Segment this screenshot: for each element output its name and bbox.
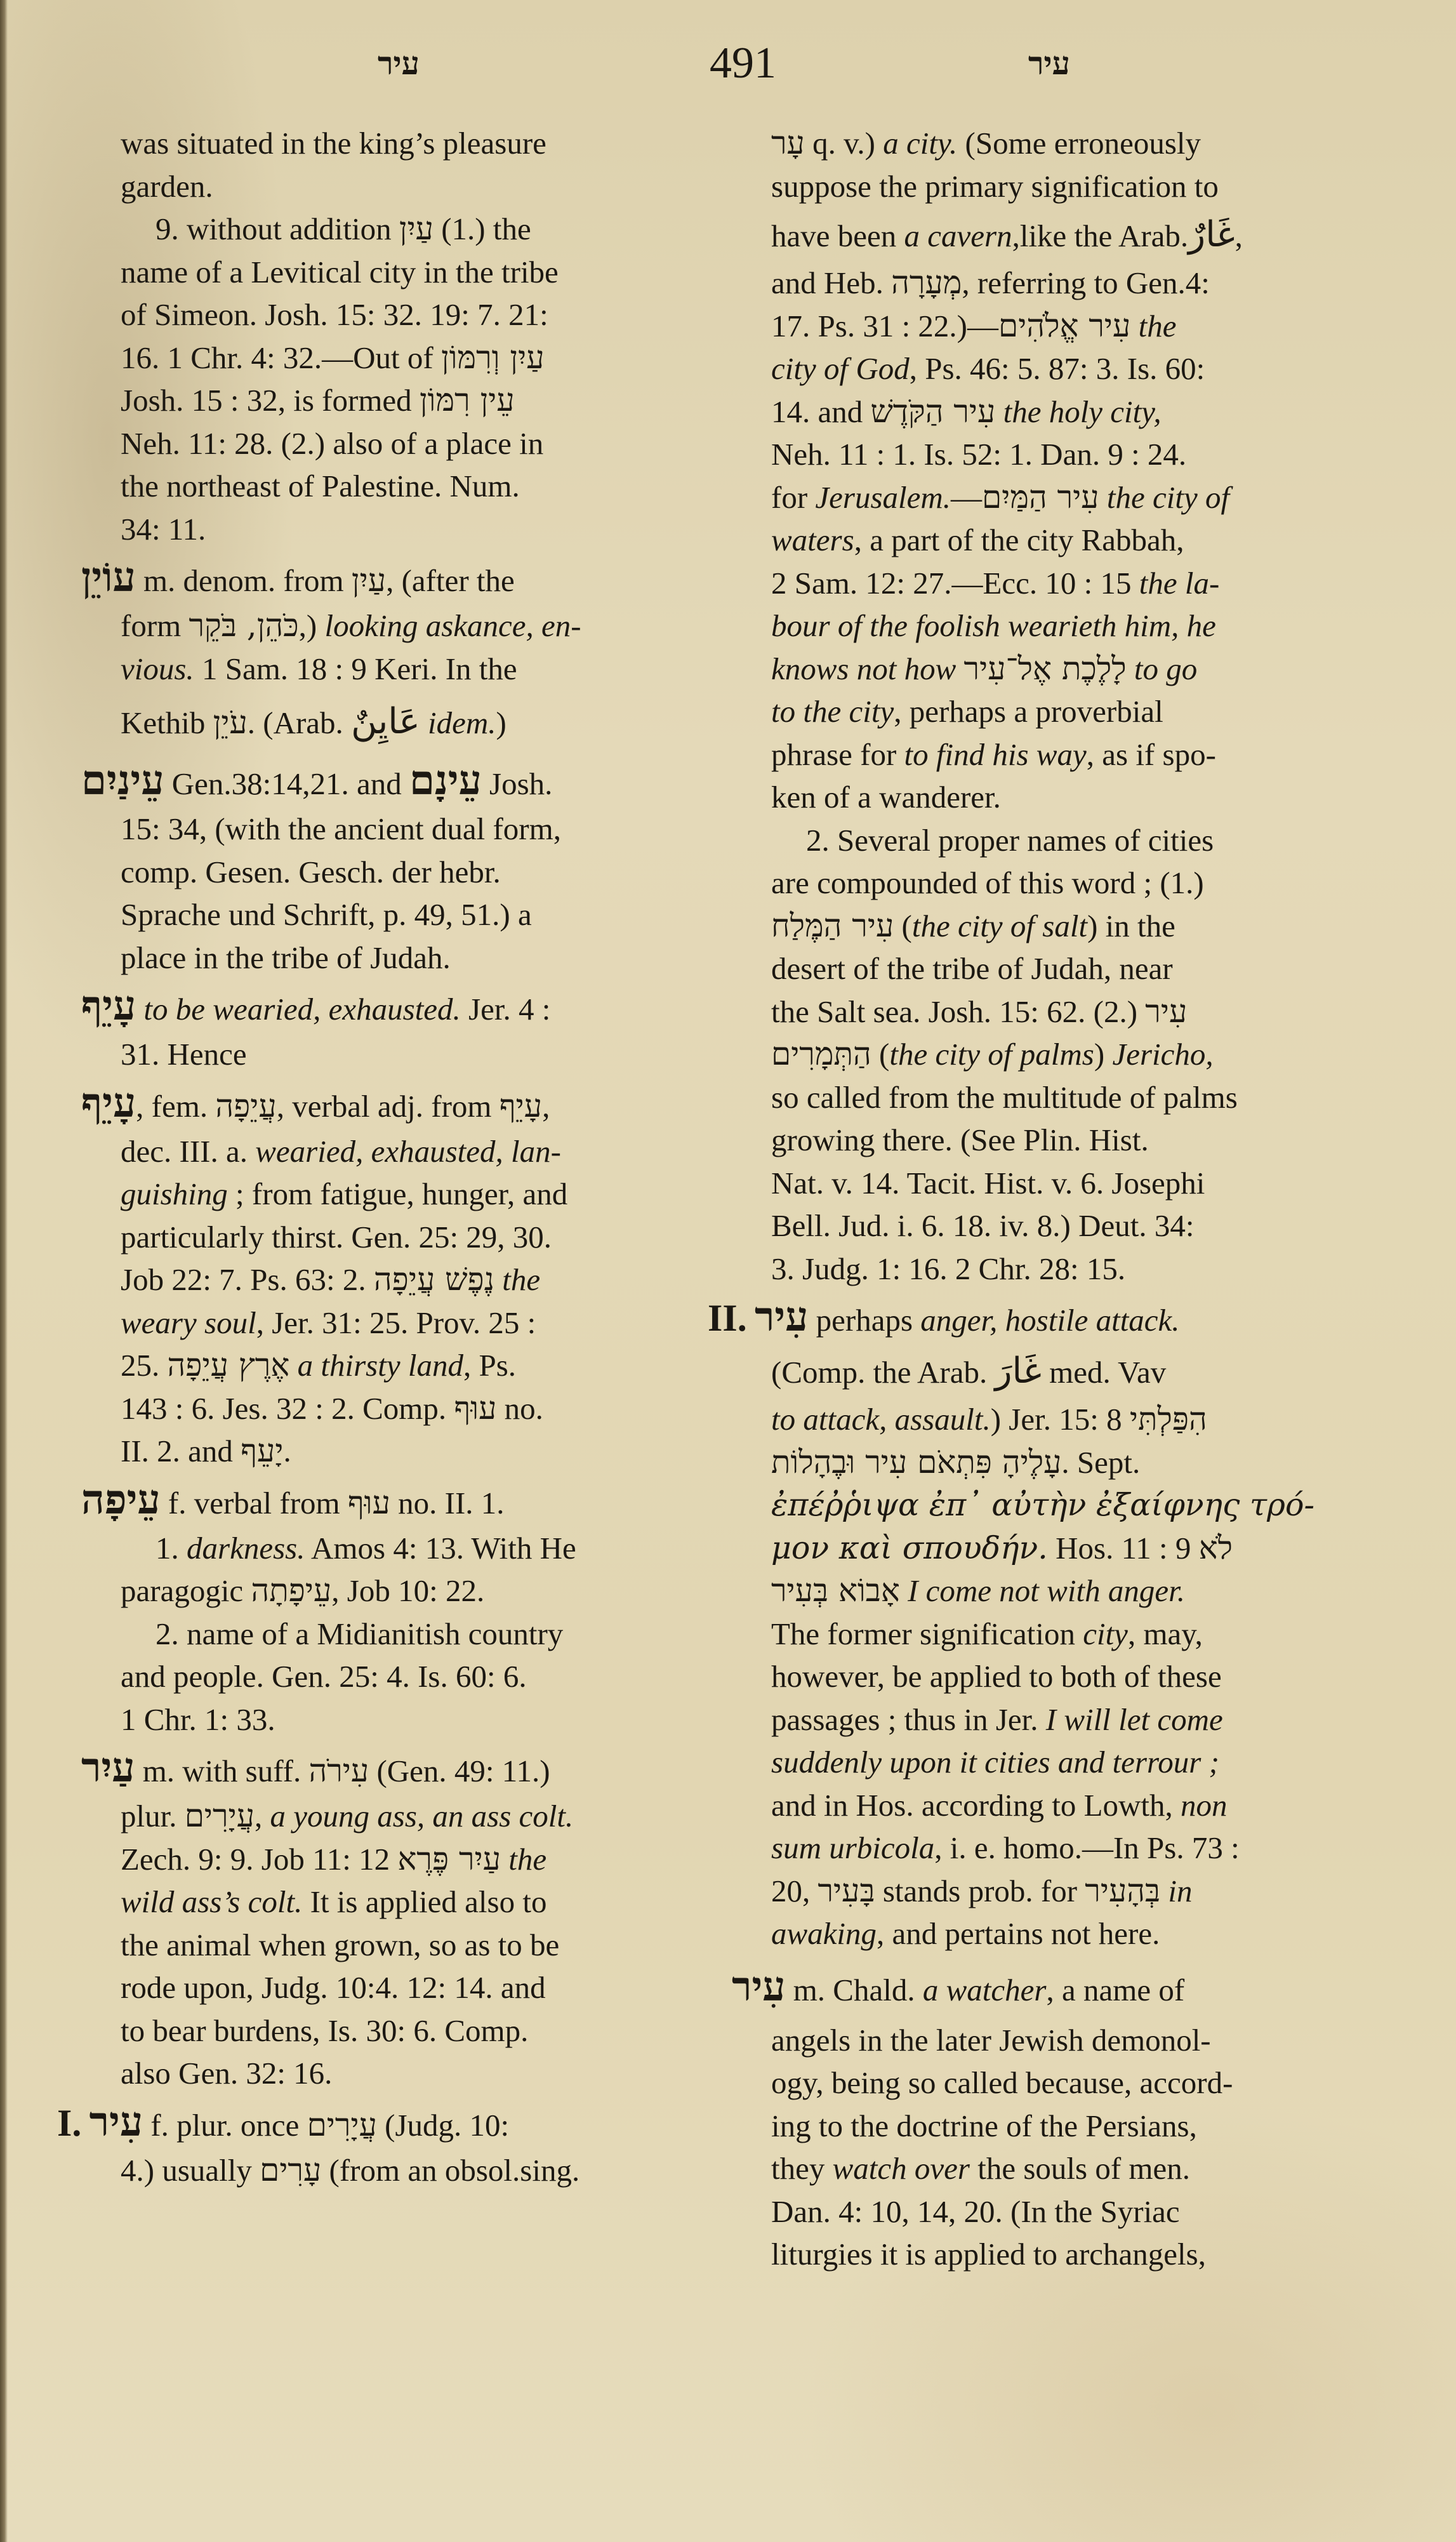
header-left-headword: עיר	[378, 44, 420, 82]
dictionary-entry	[81, 1076, 730, 1473]
text-line: Kethib עֹיֵן. (Arab. عَايِنٌ idem.)	[121, 701, 506, 742]
text-line: 2 Sam. 12: 27.—Ecc. 10 : 15 the la-	[771, 565, 1220, 601]
text-line: אָבוֹא בְּעִיר I come not with anger.	[771, 1572, 1185, 1609]
dictionary-entry	[81, 754, 730, 979]
text-line: 20, בָּעִיר stands prob. for בְּהָעִיר in	[771, 1872, 1193, 1909]
entry-headword: עָיֵף	[81, 982, 136, 1030]
text-line: for Jerusalem.—עִיר הַמַּיִם the city of	[771, 478, 1230, 516]
text-line: עִיר הַמֶּלַח (the city of salt) in the	[771, 907, 1175, 944]
entry-headword: עֵיפָה	[81, 1475, 161, 1524]
text-line: have been a cavern,like the Arab.غَارٌ,	[771, 214, 1243, 255]
entry-headword: עָיֵף	[81, 1079, 136, 1127]
text-line: place in the tribe of Judah.	[121, 940, 451, 975]
binding-edge	[0, 0, 8, 2542]
left-column	[57, 122, 730, 2192]
text-line: to bear burdens, Is. 30: 6. Comp.	[121, 2013, 529, 2048]
text-line: עָלֶיהָ פִּתְאֹם עִיר וּבֶהָלוֹת. Sept.	[771, 1443, 1141, 1481]
entry-headword: עַיִר	[81, 1744, 135, 1792]
entry-headword: עִיר	[732, 1962, 786, 2011]
text-line: and Heb. מְעָרָה, referring to Gen.4:	[771, 264, 1210, 301]
text-line: Neh. 11: 28. (2.) also of a place in	[121, 425, 544, 461]
text-line: μον καὶ σπουδήν. Hos. 11 : 9 לֹא	[771, 1529, 1233, 1566]
dictionary-entry	[708, 1290, 1380, 1955]
entry-first-line: עֵיפָה f. verbal from עוּף no. II. 1.	[81, 1475, 505, 1524]
entry-first-line: I. עִיר f. plur. once עֲיָרִים (Judg. 10:	[57, 2098, 510, 2146]
entry-headword: עִיר	[89, 2098, 143, 2146]
text-line: Nat. v. 14. Tacit. Hist. v. 6. Josephi	[771, 1165, 1205, 1201]
text-line: 34: 11.	[121, 511, 206, 547]
text-line: wild ass’s colt. It is applied also to	[121, 1884, 547, 1919]
text-line: city of God, Ps. 46: 5. 87: 3. Is. 60:	[771, 351, 1205, 386]
text-line: Sprache und Schrift, p. 49, 51.) a	[121, 897, 532, 932]
text-line: vious. 1 Sam. 18 : 9 Keri. In the	[121, 651, 517, 686]
entry-headword: עֵינַיִם	[81, 757, 164, 804]
dictionary-entry	[81, 550, 730, 754]
text-line: rode upon, Judg. 10:4. 12: 14. and	[121, 1970, 546, 2005]
text-line: (Comp. the Arab. غَارَ med. Vav	[771, 1350, 1167, 1392]
right-column	[708, 122, 1380, 2276]
text-line: 2. name of a Midianitish country	[156, 1616, 564, 1651]
text-line: the Salt sea. Josh. 15: 62. (2.) עִיר	[771, 992, 1188, 1030]
text-line: 1 Chr. 1: 33.	[121, 1701, 275, 1737]
text-line: Zech. 9: 9. Job 11: 12 עַיִר פֶּרֶא the	[121, 1840, 547, 1877]
text-line: ing to the doctrine of the Persians,	[771, 2108, 1197, 2143]
text-line: waters, a part of the city Rabbah,	[771, 522, 1184, 557]
text-line: ἐπέῤῥιψα ἐπ᾽ αὐτὴν ἐξαίφνης τρό-	[771, 1487, 1315, 1523]
text-line: sum urbicola, i. e. homo.—In Ps. 73 :	[771, 1830, 1240, 1865]
text-line: knows not how לָלֶכֶת אֶל־עִיר to go	[771, 649, 1198, 687]
text-line: the animal when grown, so as to be	[121, 1927, 560, 1962]
text-line: also Gen. 32: 16.	[121, 2056, 333, 2091]
text-line: awaking, and pertains not here.	[771, 1916, 1160, 1951]
text-line: weary soul, Jer. 31: 25. Prov. 25 :	[121, 1305, 536, 1340]
text-line: to the city, perhaps a proverbial	[771, 694, 1163, 729]
text-line: paragogic עֵיפָתָה, Job 10: 22.	[121, 1572, 485, 1609]
text-line: The former signification city, may,	[771, 1616, 1203, 1651]
text-line: form כֹּהֵן, בֹּקֵר,) looking askance, en-	[121, 607, 581, 644]
text-line: 143 : 6. Jes. 32 : 2. Comp. עוּף no.	[121, 1389, 543, 1427]
entry-first-line: עוֹיֵן m. denom. from עַיִן, (after the	[81, 554, 515, 601]
text-line: of Simeon. Josh. 15: 32. 19: 7. 21:	[121, 297, 548, 332]
text-line: ogy, being so called because, accord-	[771, 2065, 1233, 2100]
text-line: particularly thirst. Gen. 25: 29, 30.	[121, 1219, 552, 1254]
text-line: comp. Gesen. Gesch. der hebr.	[121, 854, 501, 889]
text-line: 3. Judg. 1: 16. 2 Chr. 28: 15.	[771, 1251, 1126, 1286]
entry-first-line: II. עִיר perhaps anger, hostile attack.	[708, 1293, 1180, 1341]
text-line: 25. אֶרֶץ עֲיֵפָה a thirsty land, Ps.	[121, 1347, 517, 1383]
text-line: desert of the tribe of Judah, near	[771, 951, 1173, 986]
text-line: 16. 1 Chr. 4: 32.—Out of עַיִן וְרִמּוֹן	[121, 338, 545, 376]
text-line: Job 22: 7. Ps. 63: 2. נֶפֶשׁ עֲיֵפָה the	[121, 1261, 541, 1298]
text-line: dec. III. a. wearied, exhausted, lan-	[121, 1133, 561, 1169]
dictionary-entry	[81, 979, 730, 1076]
entry-numeral: I.	[57, 2101, 82, 2144]
entry-first-line: עָיֵף, fem. עֲיֵפָה, verbal adj. from עָיֵף,	[81, 1079, 550, 1127]
text-line: 2. Several proper names of cities	[806, 822, 1214, 858]
text-line: passages ; thus in Jer. I will let come	[771, 1701, 1223, 1737]
text-line: 1. darkness. Amos 4: 13. With He	[156, 1530, 576, 1566]
text-line: ken of a wanderer.	[771, 780, 1001, 815]
text-line: 9. without addition עַיִן (1.) the	[156, 210, 531, 247]
dictionary-entry	[81, 1741, 730, 2095]
entry-headword: עוֹיֵן	[81, 554, 136, 601]
text-line: phrase for to find his way, as if spo-	[771, 736, 1216, 772]
text-line: Josh. 15 : 32, is formed עֵין רִמּוֹן	[121, 382, 515, 418]
entry-first-line: עָיֵף to be wearied, exhausted. Jer. 4 :	[81, 982, 551, 1030]
entry-numeral: II.	[708, 1297, 747, 1339]
dictionary-entry	[81, 1473, 730, 1741]
entry-first-line: עֵינַיִם Gen.38:14,21. and עֵינָם Josh.	[81, 757, 553, 804]
text-line: suppose the primary signification to	[771, 168, 1219, 204]
entry-first-line: עַיִר m. with suff. עִירֹה (Gen. 49: 11.)	[81, 1744, 550, 1792]
text-line: and people. Gen. 25: 4. Is. 60: 6.	[121, 1659, 527, 1694]
text-line: and in Hos. according to Lowth, non	[771, 1787, 1228, 1823]
text-line: to attack, assault.) Jer. 15: 8 הִפַּלְתִּי	[771, 1401, 1207, 1437]
text-line: was situated in the king’s pleasure	[121, 126, 546, 161]
text-line: הַתְּמָרִים (the city of palms) Jericho,	[771, 1035, 1214, 1072]
text-line: 31. Hence	[121, 1037, 247, 1072]
text-line: guishing ; from fatigue, hunger, and	[121, 1176, 568, 1211]
text-line: Dan. 4: 10, 14, 20. (In the Syriac	[771, 2193, 1180, 2229]
text-line: 17. Ps. 31 : 22.)—עִיר אֱלֹהִים the	[771, 307, 1177, 344]
text-line: Bell. Jud. i. 6. 18. iv. 8.) Deut. 34:	[771, 1208, 1195, 1243]
text-line: 15: 34, (with the ancient dual form,	[121, 811, 561, 846]
running-header	[0, 35, 1456, 92]
text-line: bour of the foolish wearieth him, he	[771, 608, 1216, 643]
text-line: suddenly upon it cities and terrour ;	[771, 1745, 1219, 1780]
text-line: 14. and עִיר הַקֹּדֶשׁ the holy city,	[771, 392, 1161, 430]
text-line: angels in the later Jewish demonol-	[771, 2022, 1211, 2058]
text-line: 4.) usually עָרִים (from an obsol.sing.	[121, 2151, 580, 2188]
text-line: liturgies it is applied to archangels,	[771, 2237, 1206, 2272]
text-line: עָר q. v.) a city. (Some erroneously	[771, 124, 1201, 161]
text-line: garden.	[121, 168, 213, 204]
text-line: are compounded of this word ; (1.)	[771, 865, 1204, 900]
text-line: name of a Levitical city in the tribe	[121, 254, 559, 289]
text-line: plur. עֲיָרִים, a young ass, an ass colt.	[121, 1797, 574, 1834]
text-line: so called from the multitude of palms	[771, 1079, 1238, 1115]
dictionary-entry	[57, 2095, 730, 2192]
text-line: they watch over the souls of men.	[771, 2151, 1191, 2186]
entry-headword: עִיר	[754, 1293, 809, 1341]
page-number: 491	[710, 39, 776, 88]
dictionary-entry	[732, 1955, 1380, 2276]
text-line: the northeast of Palestine. Num.	[121, 469, 520, 503]
text-line: however, be applied to both of these	[771, 1659, 1222, 1694]
header-right-headword: עיר	[1028, 44, 1070, 82]
text-line: growing there. (See Plin. Hist.	[771, 1122, 1149, 1157]
text-line: II. 2. and יָעֵף.	[121, 1432, 291, 1469]
entry-first-line: עִיר m. Chald. a watcher, a name of	[732, 1962, 1185, 2011]
text-line: Neh. 11 : 1. Is. 52: 1. Dan. 9 : 24.	[771, 437, 1187, 472]
